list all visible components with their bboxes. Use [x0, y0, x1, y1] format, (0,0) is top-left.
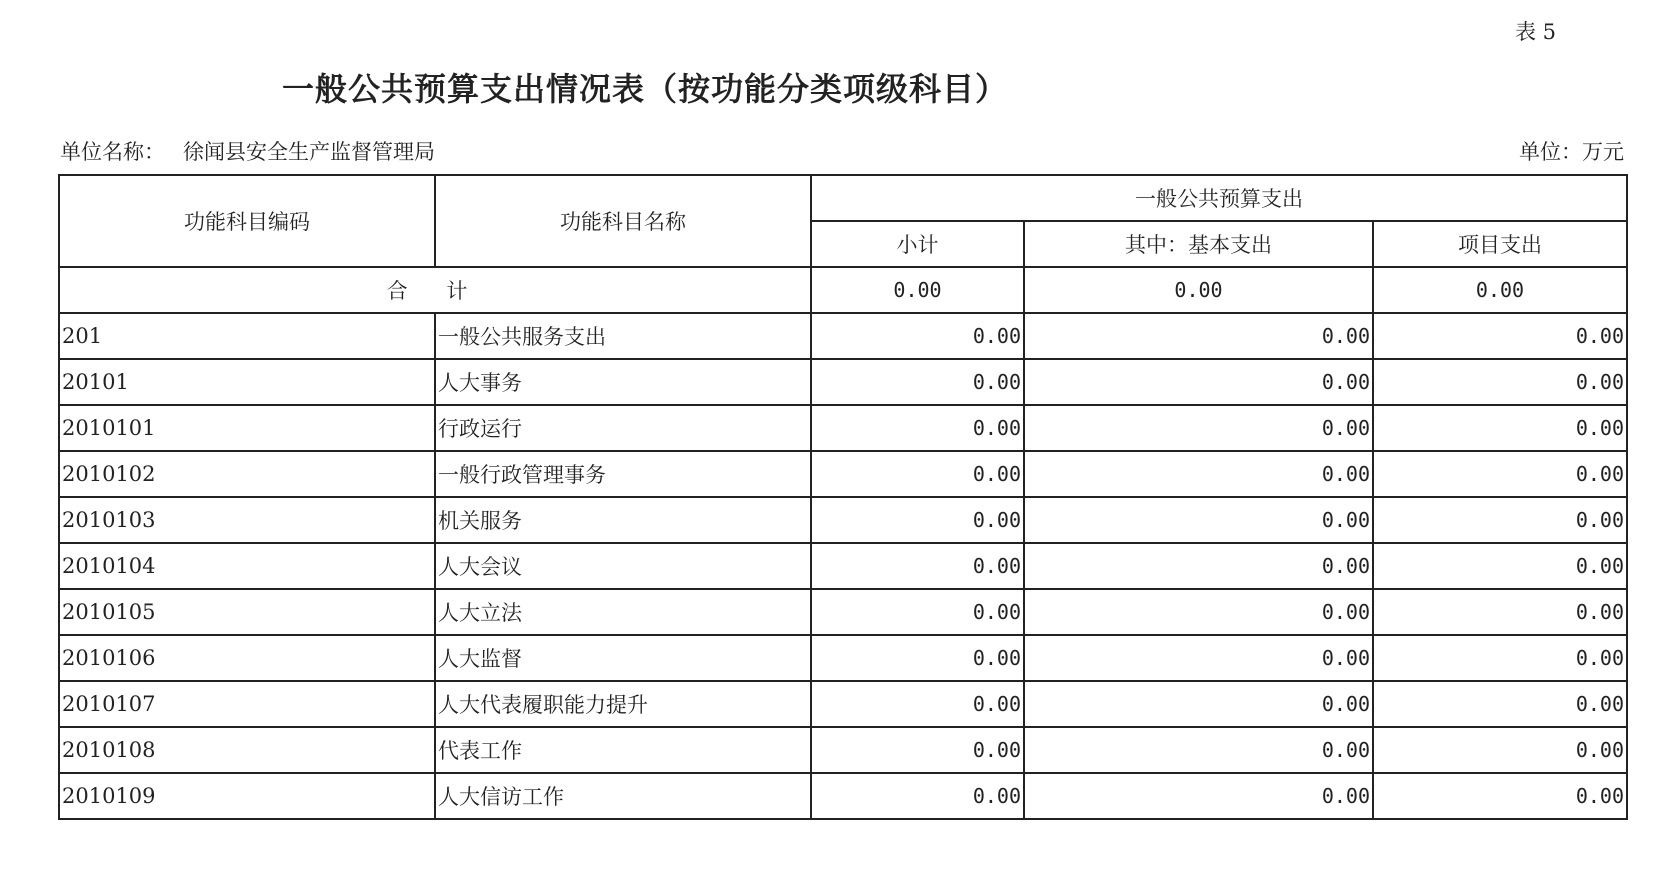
- row-name: 人大代表履职能力提升: [435, 681, 811, 727]
- table-row: [59, 727, 1627, 773]
- row-project: 0.00: [1373, 589, 1627, 635]
- table-row: [59, 773, 1627, 819]
- row-project: 0.00: [1373, 727, 1627, 773]
- row-subtotal: 0.00: [811, 543, 1024, 589]
- row-subtotal: 0.00: [811, 681, 1024, 727]
- row-project: 0.00: [1373, 543, 1627, 589]
- row-code: 2010101: [59, 405, 435, 451]
- row-basic: 0.00: [1024, 635, 1373, 681]
- total-project: 0.00: [1373, 267, 1627, 313]
- row-subtotal: 0.00: [811, 313, 1024, 359]
- unit-name-label: 单位名称：: [60, 140, 165, 164]
- row-name: 机关服务: [435, 497, 811, 543]
- row-name: 人大立法: [435, 589, 811, 635]
- document-title: 一般公共预算支出情况表（按功能分类项级科目）: [281, 70, 1008, 108]
- row-code: 2010104: [59, 543, 435, 589]
- header-row-1: [59, 175, 1627, 221]
- table-number: 表 5: [1514, 20, 1556, 44]
- row-project: 0.00: [1373, 451, 1627, 497]
- row-subtotal: 0.00: [811, 773, 1024, 819]
- row-name: 人大事务: [435, 359, 811, 405]
- total-row: [59, 267, 1627, 313]
- row-name: 人大会议: [435, 543, 811, 589]
- row-subtotal: 0.00: [811, 727, 1024, 773]
- row-code: 2010105: [59, 589, 435, 635]
- row-code: 2010108: [59, 727, 435, 773]
- row-name: 人大信访工作: [435, 773, 811, 819]
- table-row: [59, 681, 1627, 727]
- row-project: 0.00: [1373, 681, 1627, 727]
- table-row: [59, 451, 1627, 497]
- meta-line: [60, 136, 1624, 166]
- row-code: 2010103: [59, 497, 435, 543]
- row-code: 2010109: [59, 773, 435, 819]
- table-row: [59, 635, 1627, 681]
- row-basic: 0.00: [1024, 681, 1373, 727]
- unit-name-value: 徐闻县安全生产监督管理局: [183, 140, 435, 164]
- row-subtotal: 0.00: [811, 451, 1024, 497]
- table-row: [59, 543, 1627, 589]
- row-basic: 0.00: [1024, 359, 1373, 405]
- total-subtotal: 0.00: [811, 267, 1024, 313]
- row-code: 20101: [59, 359, 435, 405]
- row-project: 0.00: [1373, 359, 1627, 405]
- header-basic: 其中：基本支出: [1024, 221, 1373, 267]
- header-code: 功能科目编码: [59, 175, 435, 267]
- header-group: 一般公共预算支出: [811, 175, 1627, 221]
- row-basic: 0.00: [1024, 543, 1373, 589]
- row-project: 0.00: [1373, 405, 1627, 451]
- row-basic: 0.00: [1024, 589, 1373, 635]
- row-subtotal: 0.00: [811, 589, 1024, 635]
- header-subtotal: 小计: [811, 221, 1024, 267]
- row-basic: 0.00: [1024, 451, 1373, 497]
- header-name: 功能科目名称: [435, 175, 811, 267]
- table-row: [59, 497, 1627, 543]
- total-label: 合 计: [59, 267, 811, 313]
- row-project: 0.00: [1373, 773, 1627, 819]
- row-code: 2010106: [59, 635, 435, 681]
- row-name: 行政运行: [435, 405, 811, 451]
- budget-table: [58, 174, 1628, 820]
- row-subtotal: 0.00: [811, 405, 1024, 451]
- row-name: 代表工作: [435, 727, 811, 773]
- row-code: 201: [59, 313, 435, 359]
- row-subtotal: 0.00: [811, 497, 1024, 543]
- row-project: 0.00: [1373, 635, 1627, 681]
- row-basic: 0.00: [1024, 405, 1373, 451]
- row-name: 人大监督: [435, 635, 811, 681]
- table-row: [59, 359, 1627, 405]
- row-project: 0.00: [1373, 313, 1627, 359]
- row-project: 0.00: [1373, 497, 1627, 543]
- row-code: 2010102: [59, 451, 435, 497]
- row-basic: 0.00: [1024, 773, 1373, 819]
- table-row: [59, 313, 1627, 359]
- row-name: 一般公共服务支出: [435, 313, 811, 359]
- row-subtotal: 0.00: [811, 359, 1024, 405]
- table-row: [59, 589, 1627, 635]
- row-basic: 0.00: [1024, 497, 1373, 543]
- row-name: 一般行政管理事务: [435, 451, 811, 497]
- row-code: 2010107: [59, 681, 435, 727]
- header-project: 项目支出: [1373, 221, 1627, 267]
- row-subtotal: 0.00: [811, 635, 1024, 681]
- total-basic: 0.00: [1024, 267, 1373, 313]
- row-basic: 0.00: [1024, 313, 1373, 359]
- table-row: [59, 405, 1627, 451]
- row-basic: 0.00: [1024, 727, 1373, 773]
- currency-unit: 单位：万元: [1519, 140, 1624, 164]
